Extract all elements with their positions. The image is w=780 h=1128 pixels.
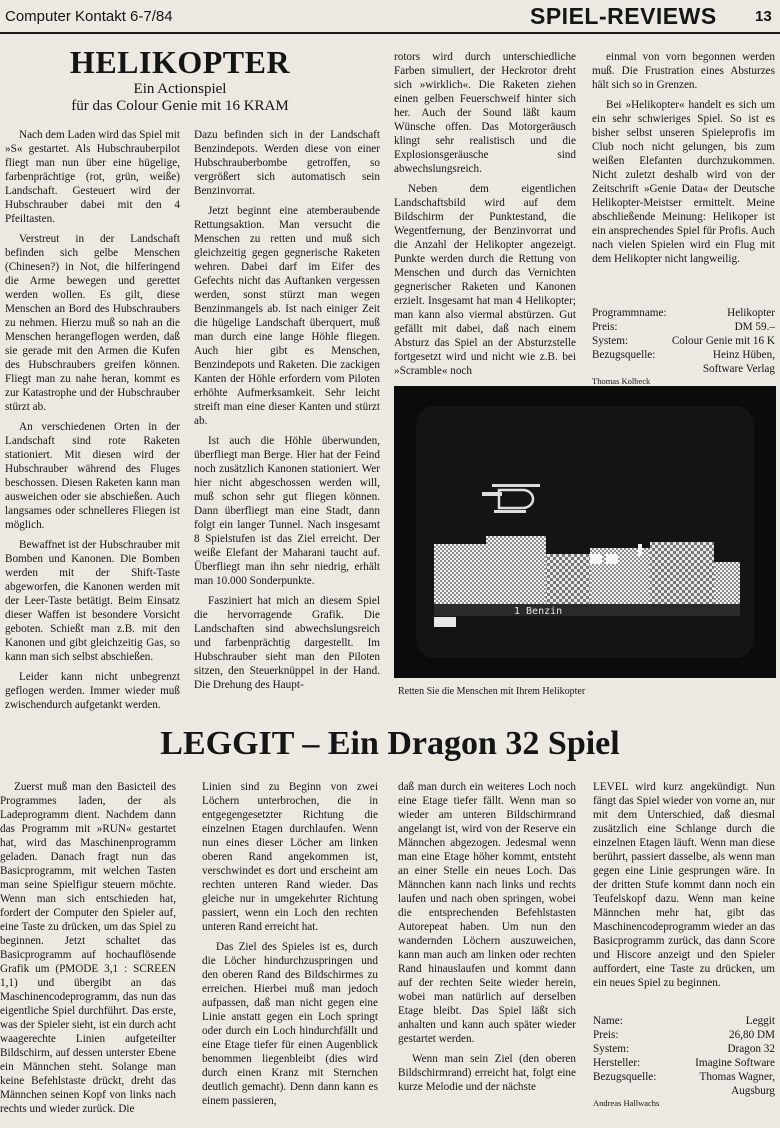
spec-label: Programmname: [592,307,667,319]
spec-row [592,334,775,348]
spec-row [593,1014,775,1028]
spec-row [592,348,775,362]
article2-author: Andreas Hallwachs [593,1098,660,1108]
spec-value: Colour Genie mit 16 K [671,335,775,347]
spec-row [593,1084,775,1098]
spec-row [593,1056,775,1070]
article2-specs [593,1014,775,1098]
spec-value: Imagine Software [695,1057,775,1069]
paragraph: Nach dem Laden wird das Spiel mit »S« gestartet. Als Hubschrauberpilot fliegt man nun über eine hügelige, farbenprächtige (rot, grün, weiße) Landschaft. Gesteuert wird der Hubschrauber dabei mit den 4 Pfeiltasten. [5,129,180,225]
spec-row [593,1070,775,1084]
spec-label: Hersteller: [593,1057,641,1069]
spec-label: System: [593,1043,630,1055]
article1-author: Thomas Kolbeck [592,376,651,386]
spec-label: Preis: [592,321,618,333]
spec-value: DM 59.– [734,321,775,333]
article1-column-3 [394,50,576,377]
spec-value: Software Verlag [702,363,775,375]
paragraph: daß man durch ein weiteres Loch noch eine Etage tiefer fällt. Wenn man so wieder am unteren Bildschirmrand angelangt ist, wird von der Reserve ein Männchen abgezogen. Jedesmal wenn man eine Etage höher kommt, entsteht an einer Stelle ein neues Loch. Das Männchen kann nach links und rechts laufen und nach oben springen, wobei die entsprechenden Befehlstasten Autorepeat haben. Um nun den wandernden Löchern auszuweichen, kann man auch am linken oder rechten Rand hinauslaufen und kommt dann auf der rechten Seite wieder herein, wobei man natürlich auf derselben Etage bleibt. Das Spiel läßt sich anhalten und kann auch später wieder gestartet werden. [398,781,576,1045]
spec-value: Dragon 32 [727,1043,775,1055]
section-title: SPIEL-REVIEWS [530,3,717,29]
paragraph: Bei »Helikopter« handelt es sich um ein sehr schwieriges Spiel. So ist es bisher selbst unseren Spieleprofis im Club noch nicht gelungen, bis zum weißen Elefanten durchzukommen. Nicht zuletzt deshalb wird von der Zeitschrift »Genie Data« der Deutsche Helikopter-Meistser ermittelt. Meine abschließende Meinung: Helikoper ist ein ansprechendes Spiel für Profis. Auch nach vielen Spielen wird ein Flug mit dem Helikopter nicht langweilig. [592,99,775,265]
article-title-leggit: LEGGIT – Ein Dragon 32 Spiel [160,725,620,762]
spec-value: Heinz Hüben, [712,349,775,361]
spec-row [592,362,775,376]
spec-label: Preis: [593,1029,619,1041]
spec-label: Bezugsquelle: [593,1071,657,1083]
article1-column-2 [194,128,380,698]
paragraph: Ist auch die Höhle überwunden, überfliegt man Berge. Hier hat der Feind noch zusätzlich Kanonen stationiert. Wer hier nicht abgeschossen werden will, muß schon sehr gut fliegen können. Dann überfliegt man eine Stadt, dann folgt ein langer Tunnel. Nach insgesamt 8 Spielstufen ist das Ziel erreicht. Der weiße Elefant der Maharani taucht auf. Überfliegt man ihn sehr niedrig, erhält man 10.000 Sonderpunkte. [194,435,380,587]
paragraph: Linien sind zu Beginn von zwei Löchern unterbrochen, die in entgegengesetzter Richtung die einzelnen Etagen durchlaufen. Wenn nun eines dieser Löcher am linken oberen Rand angekommen ist, verschwindet es dort und erscheint am rechten unteren Rand wieder. Das gleiche nur in umgekehrter Richtung passiert, wenn ein Loch den rechten unteren Rand erreicht hat. [202,781,378,933]
spec-value: Augsburg [731,1085,775,1097]
article-subtitle: Ein Actionspiel [133,81,227,97]
article-subtitle-system: für das Colour Genie mit 16 KRAM [71,98,289,114]
game-screen-image [394,386,776,678]
paragraph: LEVEL wird kurz angekündigt. Nun fängt das Spiel wieder von vorne an, nur mit dem Unterschied, daß diesmal zusätzlich eine Schlange durch die einzelnen Etagen läuft. Wenn man diese berührt, passiert dasselbe, als wenn man gegen eine Linie gesprungen wäre. In der dritten Stufe kommt dann noch ein Teufelskopf dazu. Wenn man keine Männchen mehr hat, gibt das Maschinencodeprogramm wieder an das Basicprogramm zurück, das dann Score und Hiscore anzeigt und den Spieler auffordert, eine Taste zu drücken, um ein neues Spiel zu beginnen. [593,781,775,989]
article1-column-4 [592,50,775,290]
paragraph: An verschiedenen Orten in der Landschaft sind rote Raketen stationiert. Mit diesen wird der Hubschrauber während des Fluges beschossen. Diesen Raketen kann man ausweichen oder sie abschießen. Auch langsames oder schnelleres Fliegen ist möglich. [5,421,180,531]
spec-label: Name: [593,1015,623,1027]
game-status-text: 1 Benzin [514,606,563,617]
paragraph: Jetzt beginnt eine atemberaubende Rettungsaktion. Man versucht die Menschen zu retten und muß sich gleichzeitig gegen gegnerische Raketen wehren. Dabei darf im Eifer des Gefechts nicht das Auftanken vergessen werden, sonst stürzt man wegen Benzinmangels ab. Ist nach einiger Zeit die hügelige Landschaft überquert, muß man durch eine lange Höhle fliegen. Auch hier gibt es Menschen, Benzindepots und Raketen. Die zackigen Kanten der Höhle erfordern vom Piloten erhöhte Aufmerksamkeit. Sehr leicht streift man eine dieser Kanten und stürzt ab. [194,205,380,427]
spec-value: Thomas Wagner, [699,1071,775,1083]
spec-row [592,320,775,334]
page-number: 13 [755,8,772,25]
article2-column-1 [0,780,176,1126]
spec-value: 26,80 DM [729,1029,775,1041]
article2-column-4 [593,780,775,1010]
page-header [0,0,780,34]
game-screenshot [394,386,776,678]
paragraph: Verstreut in der Landschaft befinden sich gelbe Menschen (Chinesen?) in Not, die hilferingend die Arme bewegen und gerettet werden wollen. Es gilt, diese Menschen an Bord des Hubschraubers zu nehmen. Hierzu muß so nah an die Menschen herangeflogen werden, daß sie gerade mit den Armen die Kufen des Hubschraubers greifen können. Fliegt man zu nahe heran, kommt es zur Katastrophe und der Hubschrauber stürzt ab. [5,233,180,413]
article1-specs [592,306,775,376]
spec-label: Bezugsquelle: [592,349,656,361]
paragraph: einmal von vorn begonnen werden muß. Die Frustration eines Absturzes hält sich so in Grenzen. [592,51,775,91]
magazine-issue: Computer Kontakt 6-7/84 [5,8,173,25]
figure-caption: Retten Sie die Menschen mit Ihrem Helikopter [398,686,586,697]
paragraph: Das Ziel des Spieles ist es, durch die Löcher hindurchzuspringen und den oberen Rand des Bildschirmes zu erreichen. Hierbei muß man jedoch aufpassen, daß man nicht gegen eine Linie anstatt gegen ein Loch springt oder durch ein Loch hindurchfällt und eine Etage tiefer für einen Augenblick benommen liegenbleibt (dies wird durch einen Kranz mit Sternchen deutlich gemacht). Denn dann kann es einem passieren, [202,941,378,1107]
paragraph: rotors wird durch unterschiedliche Farben simuliert, der Heckrotor dreht sich »wirklich«. Die Raketen ziehen einen gelben Feuerschweif hinter sich her. Auch der Sound läßt kaum Wünsche offen. Das Motorgeräusch klingt sehr realistisch und die Explosionsgeräusche sind abwechslungsreich. [394,51,576,175]
paragraph: Leider kann nicht unbegrenzt geflogen werden. Immer wieder muß zwischendurch aufgetankt werden. [5,671,180,711]
spec-label: System: [592,335,629,347]
paragraph: Fasziniert hat mich an diesem Spiel die hervorragende Grafik. Die Landschaften sind abwechslungsreich und farbenprächtig dargestellt. Im Hubschrauber sieht man den Piloten sitzen, den Steuerknüppel in der Hand. Die Drehung des Haupt- [194,595,380,691]
paragraph: Wenn man sein Ziel (den oberen Bildschirmrand) erreicht hat, folgt eine kurze Melodie und der nächste [398,1053,576,1093]
header-rule [0,32,780,34]
spec-row [593,1042,775,1056]
article-title-helikopter: HELIKOPTER [69,44,291,80]
article2-column-2 [202,780,378,1126]
spec-row [592,306,775,320]
paragraph: Zuerst muß man den Basicteil des Programmes laden, der als Ladeprogramm dient. Nachdem dann das Programm mit »RUN« gestartet hat, wird das Maschinenprogramm geladen. Danach fragt nun das Basicprogramm, mit welchen Tasten man seine Spielfigur steuern möchte. Wenn man sich entschieden hat, fordert der Computer den Spieler auf, eine Taste zu drücken, um das Spiel zu beginnen. Jetzt schaltet das Basicprogramm auf hochauflösende Grafik um (PMODE 3,1 : SCREEN 1,1) und übergibt an das Maschinencodeprogramm, das nun das eigentliche Spiel durchführt. Das erste, was der Spieler sieht, ist ein durch acht waagerechte Linien aufgeteilter Bildschirm, auf dessen unterster Ebene ein Männchen steht. Solange man keine Befehlstaste drückt, dreht das Männchen seinen Kopf von links nach rechts und wieder zurück. Die [0,781,176,1115]
article2-column-3 [398,780,576,1126]
paragraph: Dazu befinden sich in der Landschaft Benzindepots. Werden diese von einer Hubschrauberbombe getroffen, so vergrößert sich automatisch sein Benzinvorrat. [194,129,380,197]
spec-row [593,1028,775,1042]
paragraph: Neben dem eigentlichen Landschaftsbild wird auf dem Bildschirm der Punktestand, die Wegentfernung, der Benzinvorrat und die Anzahl der Helikopter angezeigt. Punkte werden durch die Rettung von Menschen und durch das Vernichten gegnerischer Raketen und Kanonen erzielt. Insgesamt hat man 4 Helikopter; man kann also viermal abstürzen. Gut gefällt mit dabei, daß nach einem Absturz das Spiel an der Absturzstelle fortgesetzt wird und nicht wie z.B. bei »Scramble« noch [394,183,576,377]
article1-column-1 [5,128,180,711]
spec-value: Helikopter [727,307,775,319]
paragraph: Bewaffnet ist der Hubschrauber mit Bomben und Kanonen. Die Bomben werden mit der Shift-Taste abgeworfen, die Kanonen werden mit der Leer-Taste betätigt. Beim Einsatz dieser Waffen ist besondere Vorsicht geboten. Schießt man z.B. mit den Kanonen und gibt gleichzeitig Gas, so kann man sich selbst abschießen. [5,539,180,663]
spec-value: Leggit [745,1015,775,1027]
